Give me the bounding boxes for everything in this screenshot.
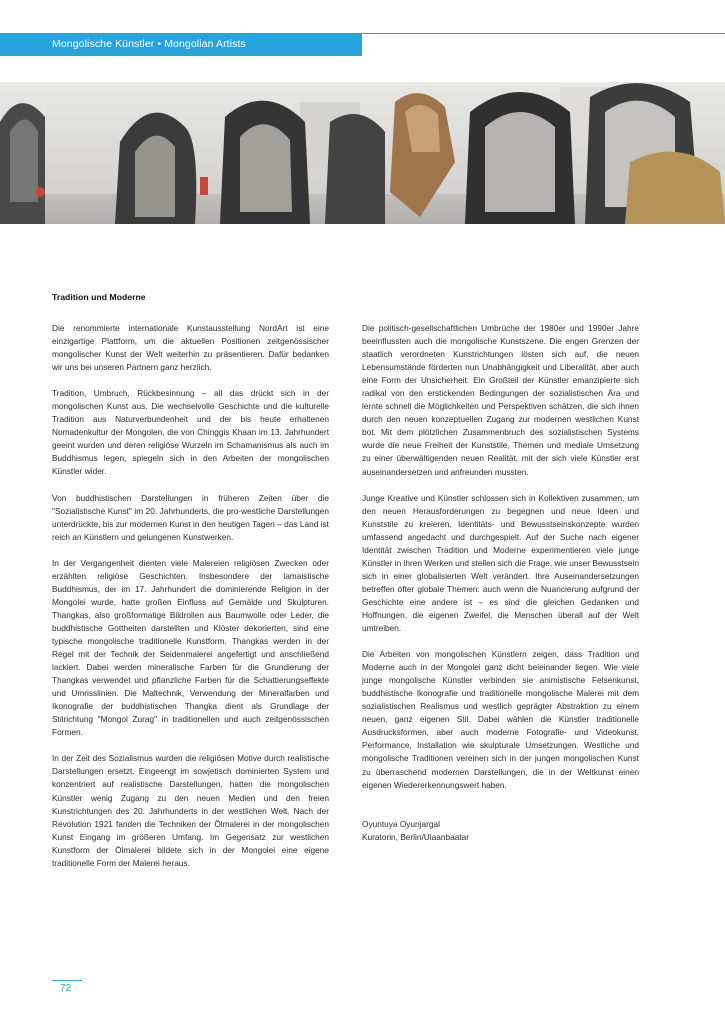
paragraph: Die Arbeiten von mongolischen Künstlern zeigen, dass Tradition und Moderne auch in der Mongolei ganz dicht beieinander liegen. Wie viele junge mongolische Künstler verbinden sie animistische Felsenkunst, buddhistische Ikonografie und traditionelle mongolische Malerei mit dem sozialistischen Realismus und westlich geprägter Abstraktion zu einem neuen, ganz eigenen Stil. Dabei wählen die Künstler traditionelle Ausdrucksformen, aber auch moderne Fotografie- und Videokunst, Performance, Installation wie skulpturale Umsetzungen. Westliche und mongolische Traditionen vereinen sich in der jungen mongolischen Kunst zu überraschend modernen Darstellungen, die in der Weltkunst einen eigenen Wiedererkennungswert haben. (362, 649, 639, 790)
page-number-rule (52, 980, 82, 981)
signature (362, 818, 639, 844)
paragraph: Die politisch-gesellschaftlichen Umbrüche der 1980er und 1990er Jahre beeinflussten auch die mongolische Kunstszene. Die engen Grenzen der staatlich verordneten Kunstrichtungen lösten sich auf, die neuen Lebensumstände förderten nun Unabhängigkeit und Liberalität, aber auch eine Form der Unsicherheit. Ein Großteil der Künstler emanzipierte sich radikal von den erstickenden Bedingungen der sozialistischen Ära und lernte schnell die Möglichkeiten und Perspektiven schätzen, die sich ihnen durch den neuen konzeptuellen Zugang zur modernen westlichen Kunst bot. Mit dem plötzlichen Zusammenbruch des sozialistischen Systems wurde die neue Freiheit der Kunststile, Themen und mediale Umsetzung zu einer überwältigenden neuen Realität, mit der sich viele Künstler erst auseinandersetzen und anfreunden mussten. (362, 323, 639, 477)
author-role: Kuratorin, Berlin/Ulaanbaatar (362, 831, 469, 842)
paragraph: Die renommierte internationale Kunstausstellung NordArt ist eine einzigartige Plattform, um die aktuellen Positionen zeitgenössischer mongolischer Kunst der Welt weiterhin zu präsentieren. Dafür bedanken wir uns bei unseren Partnern ganz herzlich. (52, 323, 329, 373)
paragraph: In der Vergangenheit dienten viele Malereien religiösen Zwecken oder erzählten religiöse Geschichten. Insbesondere der lamaistische Buddhismus, der im 17. Jahrhundert die dominierende Religion in der Mongolei wurde, hatte großen Einfluss auf Gemälde und Skulpturen. Thangkas, also großformatige Bildrollen aus Baumwolle oder Leder, die buddhistische Gottheiten darstellten und Klöster dekorierten, sind eine typische mongolische traditionelle Kunstform. Thangkas werden in der Regel mit der Technik der Seidenmalerei angefertigt und anschließend lackiert. Dabei werden mineralische Farben für die Grundierung der Thangkas verwendet und pflanzliche Farben für die Schattierungseffekte und Umrisslinien. Die Maltechnik, Verwendung der Mineralfarben und Ikonografie der buddhistischen Thangka dient als Grundlage der Stilrichtung "Mongol Zurag" in traditionellen und auch zeitgenössischen Formen. (52, 557, 329, 738)
author-name: Oyuntuya Oyunjargal (362, 818, 440, 829)
exhibition-photo (0, 82, 725, 224)
article-title: Tradition und Moderne (52, 292, 146, 302)
page-number: 72 (60, 983, 72, 994)
right-column (362, 322, 639, 844)
paragraph: Von buddhistischen Darstellungen in früheren Zeiten über die "Sozialistische Kunst" im 20. Jahrhunderts, die pro-westliche Darstellungen unterdrückte, bis zur modernen Kunst in den heutigen Tagen – das Land ist reich an Künstlern und gelungenen Kunstwerken. (52, 492, 329, 542)
paragraph: Tradition, Umbruch, Rückbesinnung – all das drückt sich in der mongolischen Kunst aus. Die wechselvolle Geschichte und die kulturelle Tradition aus Naturverbundenheit und der bis heute erhaltenen Nomadenkultur der Mongolen, die von Chinggis Khaan im 13. Jahrhundert geeint wurden und deren religiöse Wurzeln im Schamanismus als auch im Buddhismus legen, spiegeln sich in den Arbeiten der mongolischen Künstler wider. (52, 388, 329, 477)
paragraph: In der Zeit des Sozialismus wurden die religiösen Motive durch realistische Darstellungen ersetzt. Eingeengt im sowjetisch dominierten System und konzentriert auf realistische Darstellungen, hatten die mongolischen Künstler wenig Zugang zu den neuen Medien und den freien Kunstrichtungen des 20. Jahrhunderts in der westlichen Welt. Nach der Revolution 1921 fanden die Techniken der Ölmalerei in der mongolischen Kunst Eingang im größeren Umfang. Im Gegensatz zur westlichen Kunstform der Ölmalerei bildete sich in der Mongolei eine eigene traditionelle Form der Malerei heraus. (52, 753, 329, 868)
left-column (52, 322, 329, 883)
running-header: Mongolische Künstler • Mongolian Artists (52, 38, 246, 50)
paragraph: Junge Kreative und Künstler schlossen sich in Kollektiven zusammen, um den neuen Herausforderungen zu begegnen und neue Ideen und Kunststile zu kreieren. Identitäts- und Bewusstseinskonzepte wurden umfassend angedacht und durchgespielt. Auf der Suche nach eigener Identität zwischen Tradition und Moderne experimentieren viele junge Künstler in ihren Werken und stellen sich die Frage, wie unser Bewusstsein sich in einer globalisierten Welt verändert. Ihre Auseinandersetzungen betreffen öfter globale Themen: auch wenn die Nuancierung aufgrund der Geschichte eine andere ist – es sind die gleichen Gedanken und Hoffnungen, die eigenen Zweifel, die Menschen überall auf der Welt umtreiben. (362, 492, 639, 634)
exhibition-photo-icon (0, 82, 725, 224)
